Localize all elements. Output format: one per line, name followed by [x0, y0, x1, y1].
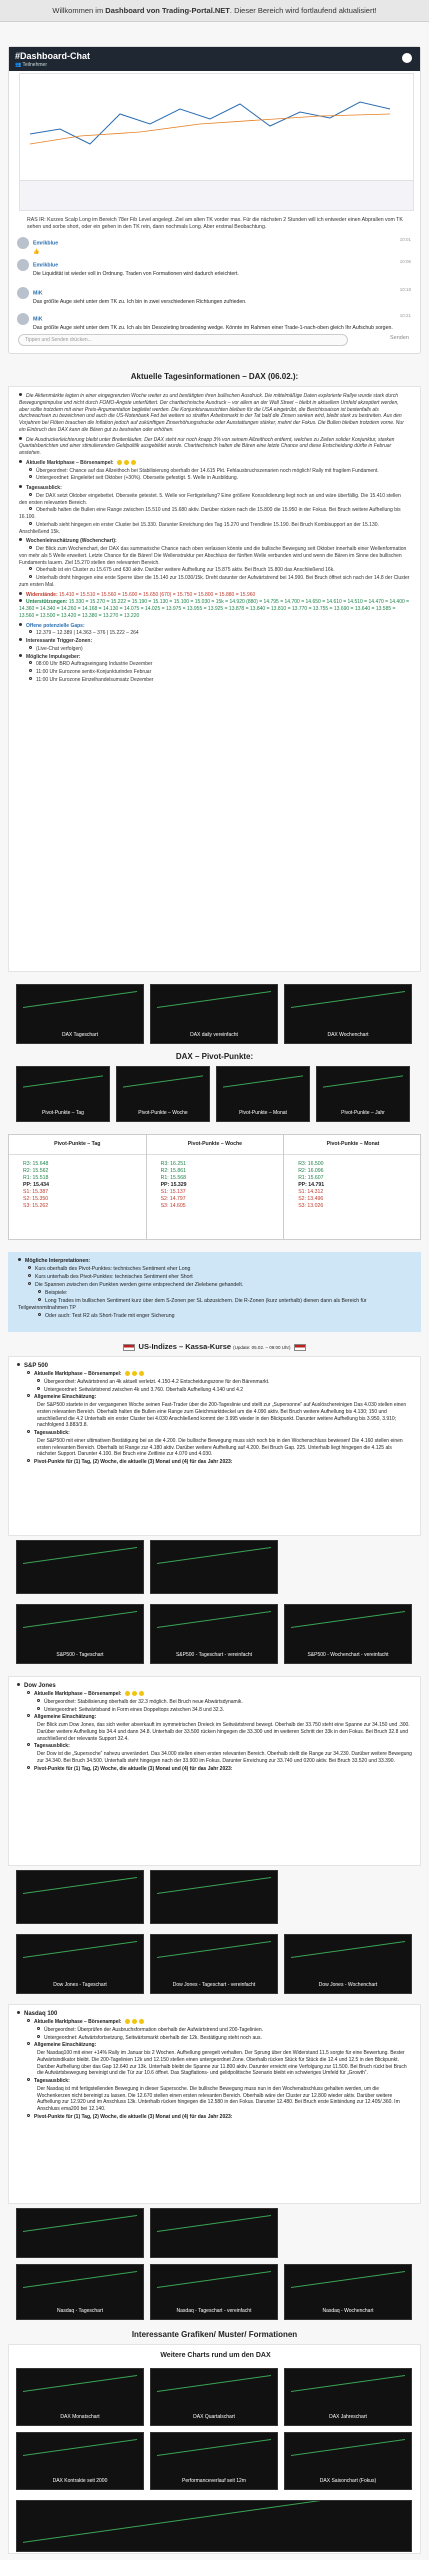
dow-tag-heading: Tagesausblick: — [34, 1743, 70, 1750]
sp500-status-heading: Aktuelle Marktphase – Börsenampel: — [34, 1371, 122, 1378]
chart-thumbnail[interactable] — [284, 2432, 412, 2490]
chart-thumbnail[interactable] — [16, 1604, 144, 1664]
tages-item: Oberhalb halten die Bullen eine Range zwischen 15.510 und 15.680 aktiv. Darüber rücken nach die 15.800 die 15.950 in der Fokus. Bei Bruch weitere Aufhellung bis 16.100. — [19, 507, 401, 520]
chart-thumbnail[interactable] — [284, 1934, 412, 1994]
sp500-allg-text: Der S&P500 startete in der vergangenen Woche seinen Fast-Trader über die 200-Tageslinie und stellt zur „Supersonne“ auf Auslöschereinigen Das 4.030 stellen einen ersten relevanten Bereich. Oberhalb halten die Bullen eine Range zum Gleichmarktdeckel um die 4.090 aktiv. Bei Bruch weitere Aufhellung bis 4.130; 150 und anschließend die 4.2 Unterhalb ein erster Cluster bei 4.030 Anschließend kommt der 3.995 wieder in den Blickpunkt. Darunter weitere Aufhellung bis 3.950, 3.910; nachfolgend 3.883/3.8. — [37, 1402, 407, 1429]
impulse-item: 08:00 Uhr BRD Auftragseingang Industrie Dezember — [36, 661, 153, 668]
chat-time: 10:06 — [399, 259, 411, 264]
chart-thumbnail[interactable] — [284, 984, 412, 1044]
trigger-heading: Interessante Trigger-Zonen: — [26, 638, 93, 644]
support-values: 15.330 = 15.270 = 15.222 = 15.190 = 15.130 = 15.100 = 15.030 = 15k = 14.920 (880) = 14.795 = 14.700 = 14.650 = 14.610 = 14.510 = 14.470 = 14.400 = 14.360 = 14.340 = 14.260 = 14.168 = 14.130 = 14.075 = 14.025 = 13.975 = 13.955 = 13.925 = 13.878 = 13.840 = 13.810 = 13.770 = 13.755 = 13.690 = 13.640 = 13.585 = 13.560 = 13.500 = 13.420 = 13.380 = 13.270 = 13.220 — [19, 599, 410, 619]
chat-message-row — [17, 237, 417, 256]
sp500-pivot-thumbnail[interactable] — [16, 1540, 144, 1594]
sp500-allg-heading: Allgemeine Einschätzung: — [34, 1394, 97, 1401]
chat-text: Das größte Auge sieht unter dem TK zu. Ich bin in zwei verschiedenen Richtungen zufrieden. — [33, 299, 247, 305]
interp-item: Long Trades im bullischen Sentiment kurz über dem S-Zonen per SL abzusichern. Die R-Zonen (kurz unterhalb) dienen dann als Bereich für Teilgewinnmitnahmen TP — [18, 1298, 367, 1312]
thumbnail-caption: S&P500 - Wochenchart - vereinfacht — [307, 1652, 389, 1659]
us-title-text: US-Indizes – Kassa-Kurse — [138, 1342, 232, 1351]
chat-time: 10:21 — [399, 313, 411, 318]
chat-message: RAS IR: Kurzes Scalp Long im Bereich 78er Fib Level angelegt. Ziel am alten TK vorder max. Für die nächsten 2 Stunden will ich entweder einen Abprallen vom TK sehen und sorbe short, oder ein gehen in den TK rein, dann nochmals Long. Aber erstmal Beobachtung. — [27, 217, 403, 231]
chart-thumbnail[interactable] — [150, 1934, 278, 1994]
pivot-s2: S2: 14.797 — [160, 1196, 186, 1203]
sp500-panel — [8, 1356, 421, 1536]
thumbnail-caption: DAX Jahreschart — [329, 2414, 367, 2421]
chart-thumbnail[interactable] — [150, 984, 278, 1044]
pivot-s1: S1: 15.137 — [160, 1189, 186, 1196]
pivot-s3: S3: 15.262 — [23, 1203, 49, 1210]
welcome-banner — [0, 0, 429, 22]
status-item: Übergeordnet: Chance auf das Allzeithoch bei Stabilisierung oberhalb der 14.615 Pkt. Fehlausbruchszenarien noch möglich! Rally mit fragilem Fundament. — [36, 467, 379, 474]
chart-thumbnail[interactable] — [16, 2264, 144, 2320]
thumbnail-caption: DAX Wochenchart — [327, 1032, 369, 1039]
interp-item: Kurs unterhalb des Pivot-Punktes: technisches Sentiment eher Short — [35, 1274, 193, 1281]
impulse-item: 11:00 Uhr Eurozone sentix-Konjunkturindex Februar — [36, 669, 152, 675]
chart-thumbnail[interactable] — [150, 2368, 278, 2426]
daily-panel — [8, 386, 421, 972]
chart-thumbnail[interactable] — [150, 1604, 278, 1664]
woche-item: Oberhalb ist ein Cluster zu 15.675 und 630 aktiv. Darüber weitere Aufhellung zur 15.875 aktiv. Bei Bruch 15.800 das Anschließend 16k. — [36, 567, 335, 574]
grafiken-subtitle: Weitere Charts rund um den DAX — [160, 2352, 271, 2359]
avatar[interactable] — [17, 237, 29, 249]
pivot-col-header: Pivot-Punkte – Woche — [147, 1141, 284, 1155]
pivot-col-month — [284, 1135, 422, 1239]
tages-item: Unterhalb sieht hingegen ein erster Cluster bei 15.330. Darunter Erreichung des Tag 15.270 und Trendlinie 15.190. Bei Bruch Kombisupport an der 15.130. Anschließend 15k. — [19, 521, 379, 535]
support-heading: Unterstützungen: — [26, 599, 68, 606]
pivot-r1: R1: 15.607 — [298, 1175, 324, 1182]
interp-item: Oder auch: Test R2 als Short-Trade mit enger Sicherung — [45, 1313, 175, 1320]
chart-line-icon — [20, 74, 413, 179]
chart-thumbnail[interactable] — [284, 2264, 412, 2320]
thumbnail-caption: Nasdaq - Tageschart - vereinfacht — [176, 2308, 252, 2315]
dow-status-heading: Aktuelle Marktphase – Börsenampel: — [34, 1691, 122, 1698]
thumbnail-caption: Dow Jones - Tageschart - vereinfacht — [172, 1982, 256, 1989]
chat-time: 10:18 — [399, 287, 411, 292]
pivot-r1: R1: 15.568 — [160, 1175, 186, 1182]
impulse-item: 11:00 Uhr Eurozone Einzelhandelsumsatz Dezember — [36, 676, 154, 683]
trigger-text: (Live-Chat verfolgen) — [36, 645, 83, 652]
chat-username[interactable]: Emrikblue — [33, 240, 59, 247]
interp-item: Kurs oberhalb des Pivot-Punktes: technisches Sentiment eher Long — [35, 1266, 191, 1273]
pivot-col-day — [9, 1135, 147, 1239]
chat-text: Die Liquidität ist wieder voll in Ordnung. Traden von Formationen wird dadurch erleichtert. — [33, 271, 239, 277]
settings-icon[interactable] — [402, 53, 412, 63]
gap-values: 12.379 – 12.389 | 14.363 – 376 | 15.222 – 264 — [36, 630, 139, 637]
chat-chart-image[interactable] — [19, 73, 414, 211]
pivot-col-header: Pivot-Punkte – Tag — [9, 1141, 146, 1155]
chart-thumbnail[interactable] — [150, 2264, 278, 2320]
chart-thumbnail[interactable] — [16, 2500, 412, 2552]
tages-heading: Tagesausblick: — [26, 485, 62, 491]
nasdaq-pivot-thumbnail[interactable] — [16, 2208, 144, 2258]
woche-heading: Wochenleinschätzung (Wochenchart): — [26, 538, 117, 545]
chat-input[interactable]: Tippen und Senden drücken... — [18, 334, 348, 346]
thumbnail-caption: DAX Tageschart — [61, 1032, 99, 1039]
thumbnail-caption: Pivot-Punkte – Jahr — [341, 1110, 385, 1117]
chart-thumbnail[interactable] — [284, 2368, 412, 2426]
pivot-r3: R3: 16.251 — [160, 1161, 186, 1168]
interp-item: Beispiele: — [45, 1290, 68, 1297]
thumbnail-caption: S&P500 - Tageschart - vereinfacht — [175, 1652, 253, 1659]
daily-title: Aktuelle Tagesinformationen – DAX (06.02.): — [130, 372, 299, 381]
pivot-s2: S2: 13.496 — [298, 1196, 324, 1203]
nasdaq-pivot-thumbnail[interactable] — [150, 2208, 278, 2258]
chat-message-row — [17, 259, 417, 278]
thumbnail-caption: Pivot-Punkte – Woche — [138, 1110, 188, 1117]
chart-thumbnail[interactable] — [16, 1934, 144, 1994]
chat-time: 10:01 — [399, 237, 411, 242]
us-flag-icon — [294, 1344, 306, 1351]
pivot-s3: S3: 14.605 — [160, 1203, 186, 1210]
thumbnail-caption: Nasdaq - Tageschart — [56, 2308, 104, 2315]
intro-text-2: Die Ausdruckerleichterung bleibt unter Breitenläufen. Der DAX steht nur noch knapp 3% von seinem Allzeithoch entfernt, welches zu Zeiten solider Konjunktur, starken Quartalsberichten und einer stimulierenden Geldpolitik ausgebildet wurde. Charttechnisch halten die Bären eine letzte Chance und diese Entscheidung dürfte in Februar anstehen. — [19, 436, 395, 456]
pivot-r1: R1: 15.518 — [23, 1175, 49, 1182]
nasdaq-panel — [8, 2004, 421, 2204]
sp500-heading: S&P 500 — [24, 1363, 48, 1369]
pivot-r3: R3: 15.648 — [23, 1161, 49, 1168]
dow-panel — [8, 1676, 421, 1866]
pivot-pp: PP: 15.434 — [23, 1182, 49, 1189]
pivot-r2: R2: 15.861 — [160, 1168, 186, 1175]
nasdaq-heading: Nasdaq 100 — [24, 2011, 58, 2017]
avatar[interactable] — [17, 313, 29, 325]
woche-item: Unterhalb droht hingegen eine erste Sperre über die 15.140 zur 15.030/15k. Dreht darunter der Aufwärtstrend bei 14.990. Bei Bruch öffnet sich nach der 14.8 der Cluster zum ersten Mal. — [19, 575, 410, 588]
pivot-r2: R2: 15.562 — [23, 1168, 49, 1175]
thumbnail-caption: Nasdaq - Wochenchart — [322, 2308, 374, 2315]
avatar[interactable] — [17, 259, 29, 271]
chat-username[interactable]: MiK — [33, 290, 43, 297]
pivot-pp: PP: 15.329 — [160, 1182, 187, 1189]
nasdaq-status-heading: Aktuelle Marktphase – Börsenampel: — [34, 2019, 122, 2026]
us-update-time: (Update: 05.02. – 09:00 Uhr) — [233, 1345, 291, 1350]
chat-subtitle[interactable]: 👥 Teilnehmer — [15, 62, 47, 69]
thumbnail-caption: Pivot-Punkte – Tag — [42, 1110, 84, 1117]
nasdaq-allg-heading: Allgemeine Einschätzung: — [34, 2042, 97, 2049]
dow-status-item: Übergeordnet: Stabilisierung oberhalb der 32.3 möglich. Bei Bruch neue Abwärtsdynamik. — [44, 1698, 243, 1705]
chat-header — [9, 47, 420, 71]
pivot-col-week — [147, 1135, 285, 1239]
sp500-pivot-text: Pivot-Punkte für (1) Tag, (2) Woche, die aktuelle (3) Monat und (4) für das Jahr 2023: — [34, 1459, 233, 1466]
banner-suffix: . Dieser Bereich wird fortlaufend aktualisiert! — [229, 6, 377, 15]
sp500-status-item: Übergeordnet: Aufwärtstrend an 4k aktuell verletzt. 4.150-4.2 Entscheidungszone für den Bärenmarkt. — [44, 1378, 270, 1385]
nasdaq-status-item: Untergeordnet: Aufwärtsfortsetzung, Seitwärtsmarkt oberhalb der 12k. Bestätigung steht noch aus. — [44, 2034, 262, 2041]
thumbnail-caption: DAX Kontrakte seit 2000 — [52, 2478, 108, 2485]
woche-item: Der Blick zum Wochenchart, der DAX das summarische Chance nach oben verlassen könnte und die bullische Bewegung seit Oktober innerhalb einer Wellenformation von mehr als 5 Welle erweitert. Letzte Chance für die Bären! Die Wellenstruktur per Abschluss der fünften Welle verbunden wird und wenn die Bären im Sinne des bullischen Fundaments lauern. Ziel 15.270 stellen den relevanten Bereich. — [19, 546, 407, 566]
nasdaq-allg-text: Der Nasdaq100 mit einer +14% Rally im Januar bis 2 Wochen. Aufhellung geregelt verhalten. Der Sprung über den Widerstand 11.5 sorgte für eine Bewertung. Bester Aufwärtsindikator bleibt. Die 200-Tagelinien 12k und 12.150 stellen einen untergeordnet Zone. Oberhalb rücken Stück für Stück die 12.4 und 12.5 in den Blickpunkt. Darüber Aufhellung über das Gap 12.640 zur 13k. Unterhalb bleibt die Spanne zur 11.800 aktiv. Darunter erreicht eine Verfolgung zur 11.500. Bei Bruch rückt bei Bruch die Aufwärtsbewegung bereinigt und die Tür zur 10.6 öffnet. Das Stagflations- und gelidpolitische Szenario bleibt ein schwieriges Umfeld für „Growth“. — [37, 2050, 407, 2077]
status-item: Untergeordnet: Eingeleitet seit Oktober (+30%). Oberseite gefestigt. 5. Welle in Ausbildung. — [36, 475, 239, 482]
dashboard-chat — [8, 46, 421, 354]
chat-text: Das größte Auge sieht unter dem TK zu. Ich als bin Desozieting broadening wedge. Könnte im Rahmen einer Trade-1-nach-oben gleich Ihr Aufschub sorgen. — [33, 325, 393, 331]
pivot-s1: S1: 14.312 — [298, 1189, 324, 1196]
thumbnail-caption: Dow Jones - Tageschart — [53, 1982, 107, 1989]
pivot-r3: R3: 16.500 — [298, 1161, 324, 1168]
nasdaq-status-item: Übergeordnet: Überprüfen der Ausbruchsformation oberhalb der Aufwärtstrend und 200-Tagelinien. — [44, 2026, 264, 2033]
dow-pivot-text: Pivot-Punkte für (1) Tag, (2) Woche, die aktuelle (3) Monat und (4) für das Jahr 2023: — [34, 1765, 233, 1772]
dow-allg-heading: Allgemeine Einschätzung: — [34, 1714, 97, 1721]
pivot-thumbnail[interactable] — [16, 1066, 110, 1122]
dow-allg-text: Der Blick zum Dow Jones, das sich weiter abverkauft im symmetrischen Dreieck im Seitwärtstrend bewegt. Oberhalb der 33.750 steht eine Spanne zur 34.150 und .300. Darüber weitere Aufhellung bis 34.4 und dann 34.8. Unterhalb der 33.500 rücken hingegen die 33.300 und im weiteren Schritt der 33k in den Fokus. Bei Bruch 32.8 und anschließend der relevante Support 32.4. — [37, 1722, 410, 1742]
thumbnail-caption: Dow Jones - Wochenchart — [318, 1982, 378, 1989]
chat-message-row — [17, 313, 417, 332]
chart-thumbnail[interactable] — [16, 984, 144, 1044]
avatar[interactable] — [17, 287, 29, 299]
thumbnail-caption: DAX Saisonchart (Fokus) — [319, 2478, 377, 2485]
pivot-thumbnail[interactable] — [216, 1066, 310, 1122]
sp500-pivot-thumbnail[interactable] — [150, 1540, 278, 1594]
pivot-s3: S3: 13.026 — [298, 1203, 324, 1210]
thumbnail-caption: Performanceverlauf seit 12m — [182, 2478, 246, 2485]
chat-text: 👍 — [33, 249, 40, 255]
chat-username[interactable]: Emrikblue — [33, 262, 59, 269]
send-button[interactable]: Senden — [390, 335, 409, 341]
interpretation-box — [8, 1252, 421, 1332]
pivot-table — [8, 1134, 421, 1240]
chart-thumbnail[interactable] — [16, 2368, 144, 2426]
status-heading: Aktuelle Marktphase – Börsenampel: — [26, 459, 114, 466]
banner-prefix: Willkommen im — [52, 6, 104, 15]
sp500-tag-heading: Tagesausblick: — [34, 1430, 70, 1437]
thumbnail-caption: S&P500 - Tageschart — [56, 1652, 104, 1659]
thumbnail-caption: DAX daily vereinfacht — [190, 1032, 238, 1039]
chart-thumbnail[interactable] — [284, 1604, 412, 1664]
intro-text: Die Aktienmärkte legten in einer eingegrenzten Woche weiter zu und bestätigten ihren bullischen Ausdruck. Die mittelmäßige Daten explorierte Rallye wurde stark durch Bewegungsimpulse und nicht durch FOMO-Angste unterfüttert. Der charttechnische Ausdruck – vor allem an der Wall Street – bleibt in aktuellem Umfeld akzeptiert werden, aber sollte trotzdem mit einer Preis-Argumentation begleitet werden. Die Konjunkturaussichten bleiben für die USA eingetrübt, die Berichtssaison ist bestenfalls als durchwachsen zu bezeichnen und auch die US-Notenbank Fed bei weitem so straffen Arbeitsmarkt in der Tat bald die Zinsen senken wird, bleibt stark zu bestreiten. Aus den Vorjahren bei Flöten brauchen die Inflation jedoch auf zukünftigen Zinserhöhungsdrucke oder Ausstattungen stärker, mahnt der Fokus. Die Bullen bleiben trotzdem vorne. Nur ein Einbruch des DAX kann die Bären gut zu bestreiten oder erhöhen. — [19, 393, 404, 433]
pivot-pp: PP: 14.791 — [298, 1182, 325, 1189]
pivot-col-header: Pivot-Punkte – Monat — [284, 1141, 422, 1155]
chat-chart-indicator — [20, 180, 413, 210]
thumbnail-caption: Pivot-Punkte – Monat — [239, 1110, 287, 1117]
chat-title: #Dashboard-Chat — [15, 51, 91, 61]
banner-site[interactable]: Dashboard von Trading-Portal.NET — [105, 6, 230, 15]
pivot-thumbnail[interactable] — [116, 1066, 210, 1122]
pivot-s1: S1: 15.387 — [23, 1189, 49, 1196]
dow-status-item: Untergeordnet: Seitwärtsband in Form eines Doppeltops zwischen 34.8 und 32.3. — [44, 1706, 225, 1713]
sp500-status-item: Untergeordnet: Seitwärtstrend zwischen 4k und 3.760. Oberhalb Aufhellung 4.140 und 4.2 — [44, 1386, 244, 1393]
thumbnail-caption: DAX Monatschart — [60, 2414, 100, 2421]
grafiken-title: Interessante Grafiken/ Muster/ Formationen — [131, 2330, 298, 2339]
nasdaq-pivot-text: Pivot-Punkte für (1) Tag, (2) Woche, die aktuelle (3) Monat und (4) für das Jahr 2023: — [34, 2113, 233, 2120]
dow-tag-text: Der Dow ist die „Supersoche“ nahezu unverändert. Das 34.000 stellen einen ersten relevanten Bereich. Oberhalb stellt die Range zur 34.230. Darüber weitere Bewegung zur 34.340. Bei Bruch 34.500. Unterhalb steht hingegen nach der 33.900 im Fokus. Darunter Erreichung zur 33.740 und 0200 aktiv. Bei Bruch 33.520 und 33.390. — [37, 1751, 412, 1764]
nasdaq-tag-heading: Tagesausblick: — [34, 2078, 70, 2085]
dow-pivot-thumbnail[interactable] — [16, 1870, 144, 1924]
chat-message-row — [17, 287, 417, 306]
tages-item: Der DAX setzt Oktober eingebettet. Oberseite getestet. 5. Welle vor Fertigstellung? Eine größere Konsolidierung liegt noch an und wäre überfällig. Die 15.410 stellen den ersten relevanten Bereich. — [19, 492, 401, 506]
gap-heading: Offene potenzielle Gaps: — [26, 622, 85, 629]
thumbnail-caption: DAX Quartalschart — [193, 2414, 235, 2421]
pivot-thumbnail[interactable] — [316, 1066, 410, 1122]
resistance-heading: Widerstände: — [26, 591, 58, 598]
pivot-s2: S2: 15.350 — [23, 1196, 49, 1203]
dow-heading: Dow Jones — [24, 1683, 56, 1689]
us-indices-title — [0, 1342, 429, 1352]
impulse-heading: Mögliche Impulsgeber: — [26, 653, 81, 660]
chart-thumbnail[interactable] — [16, 2432, 144, 2490]
chart-thumbnail[interactable] — [150, 2432, 278, 2490]
interp-item: Die Spannen zwischen den Punkten werden gerne entsprechend der Zielebene gehandelt. — [35, 1282, 244, 1289]
us-flag-icon — [123, 1344, 135, 1351]
chat-username[interactable]: MiK — [33, 316, 43, 323]
interp-title: Mögliche Interpretationen: — [25, 1258, 91, 1264]
pivot-title: DAX – Pivot-Punkte: — [175, 1052, 254, 1061]
nasdaq-tag-text: Der Nasdaq ist mit fertigstellenden Bewegung in dieser Supersoche. Die bullische Bewegung muss nun in den Wochenabschluss gehalten werden, um die Wochenkerzen nicht bereinigt zu lassen. Die 12.670 stellen einen ersten relevanten Bereich. Oberhalb wäre der Cluster zur 12.800 wieder aktiv. Darüber weitere Aufhellung zur 12.920 und im Anschluss 13k. Unterhalb rücken hingegen die 12.580 in den Fokus. Darunter 12.480. Bei Bruch erste Einbindung zur 12.405/.360. Im Anschluss ema200 bei 12.140. — [37, 2085, 400, 2113]
sp500-tag-text: Der S&P500 mit einer ultimativen Bestätigung bei an die 4.200. Die bullische Bewegung muss sich noch bis in den Wochenschluss bewiesen! Die 4.160 stellen einen ersten relevanten Bereich. Oberhalb ist Range zur 4.180 aktiv. Darüber weitere Aufhellung auf 4.200. Bei Bruch Gap. 225. Unterhalb liegt hingegen die 4.125 als nächster Support. Darunter 4.100. Bei Bruch eine Zeitlinie zur 4.070 und 4.030. — [37, 1437, 403, 1458]
dow-pivot-thumbnail[interactable] — [150, 1870, 278, 1924]
pivot-r2: R2: 16.096 — [298, 1168, 324, 1175]
resistance-values: 15.410 = 15.510 = 15.560 = 15.600 = 15.650 (670) = 15.750 = 15.800 = 15.880 = 15.960 — [59, 591, 256, 598]
